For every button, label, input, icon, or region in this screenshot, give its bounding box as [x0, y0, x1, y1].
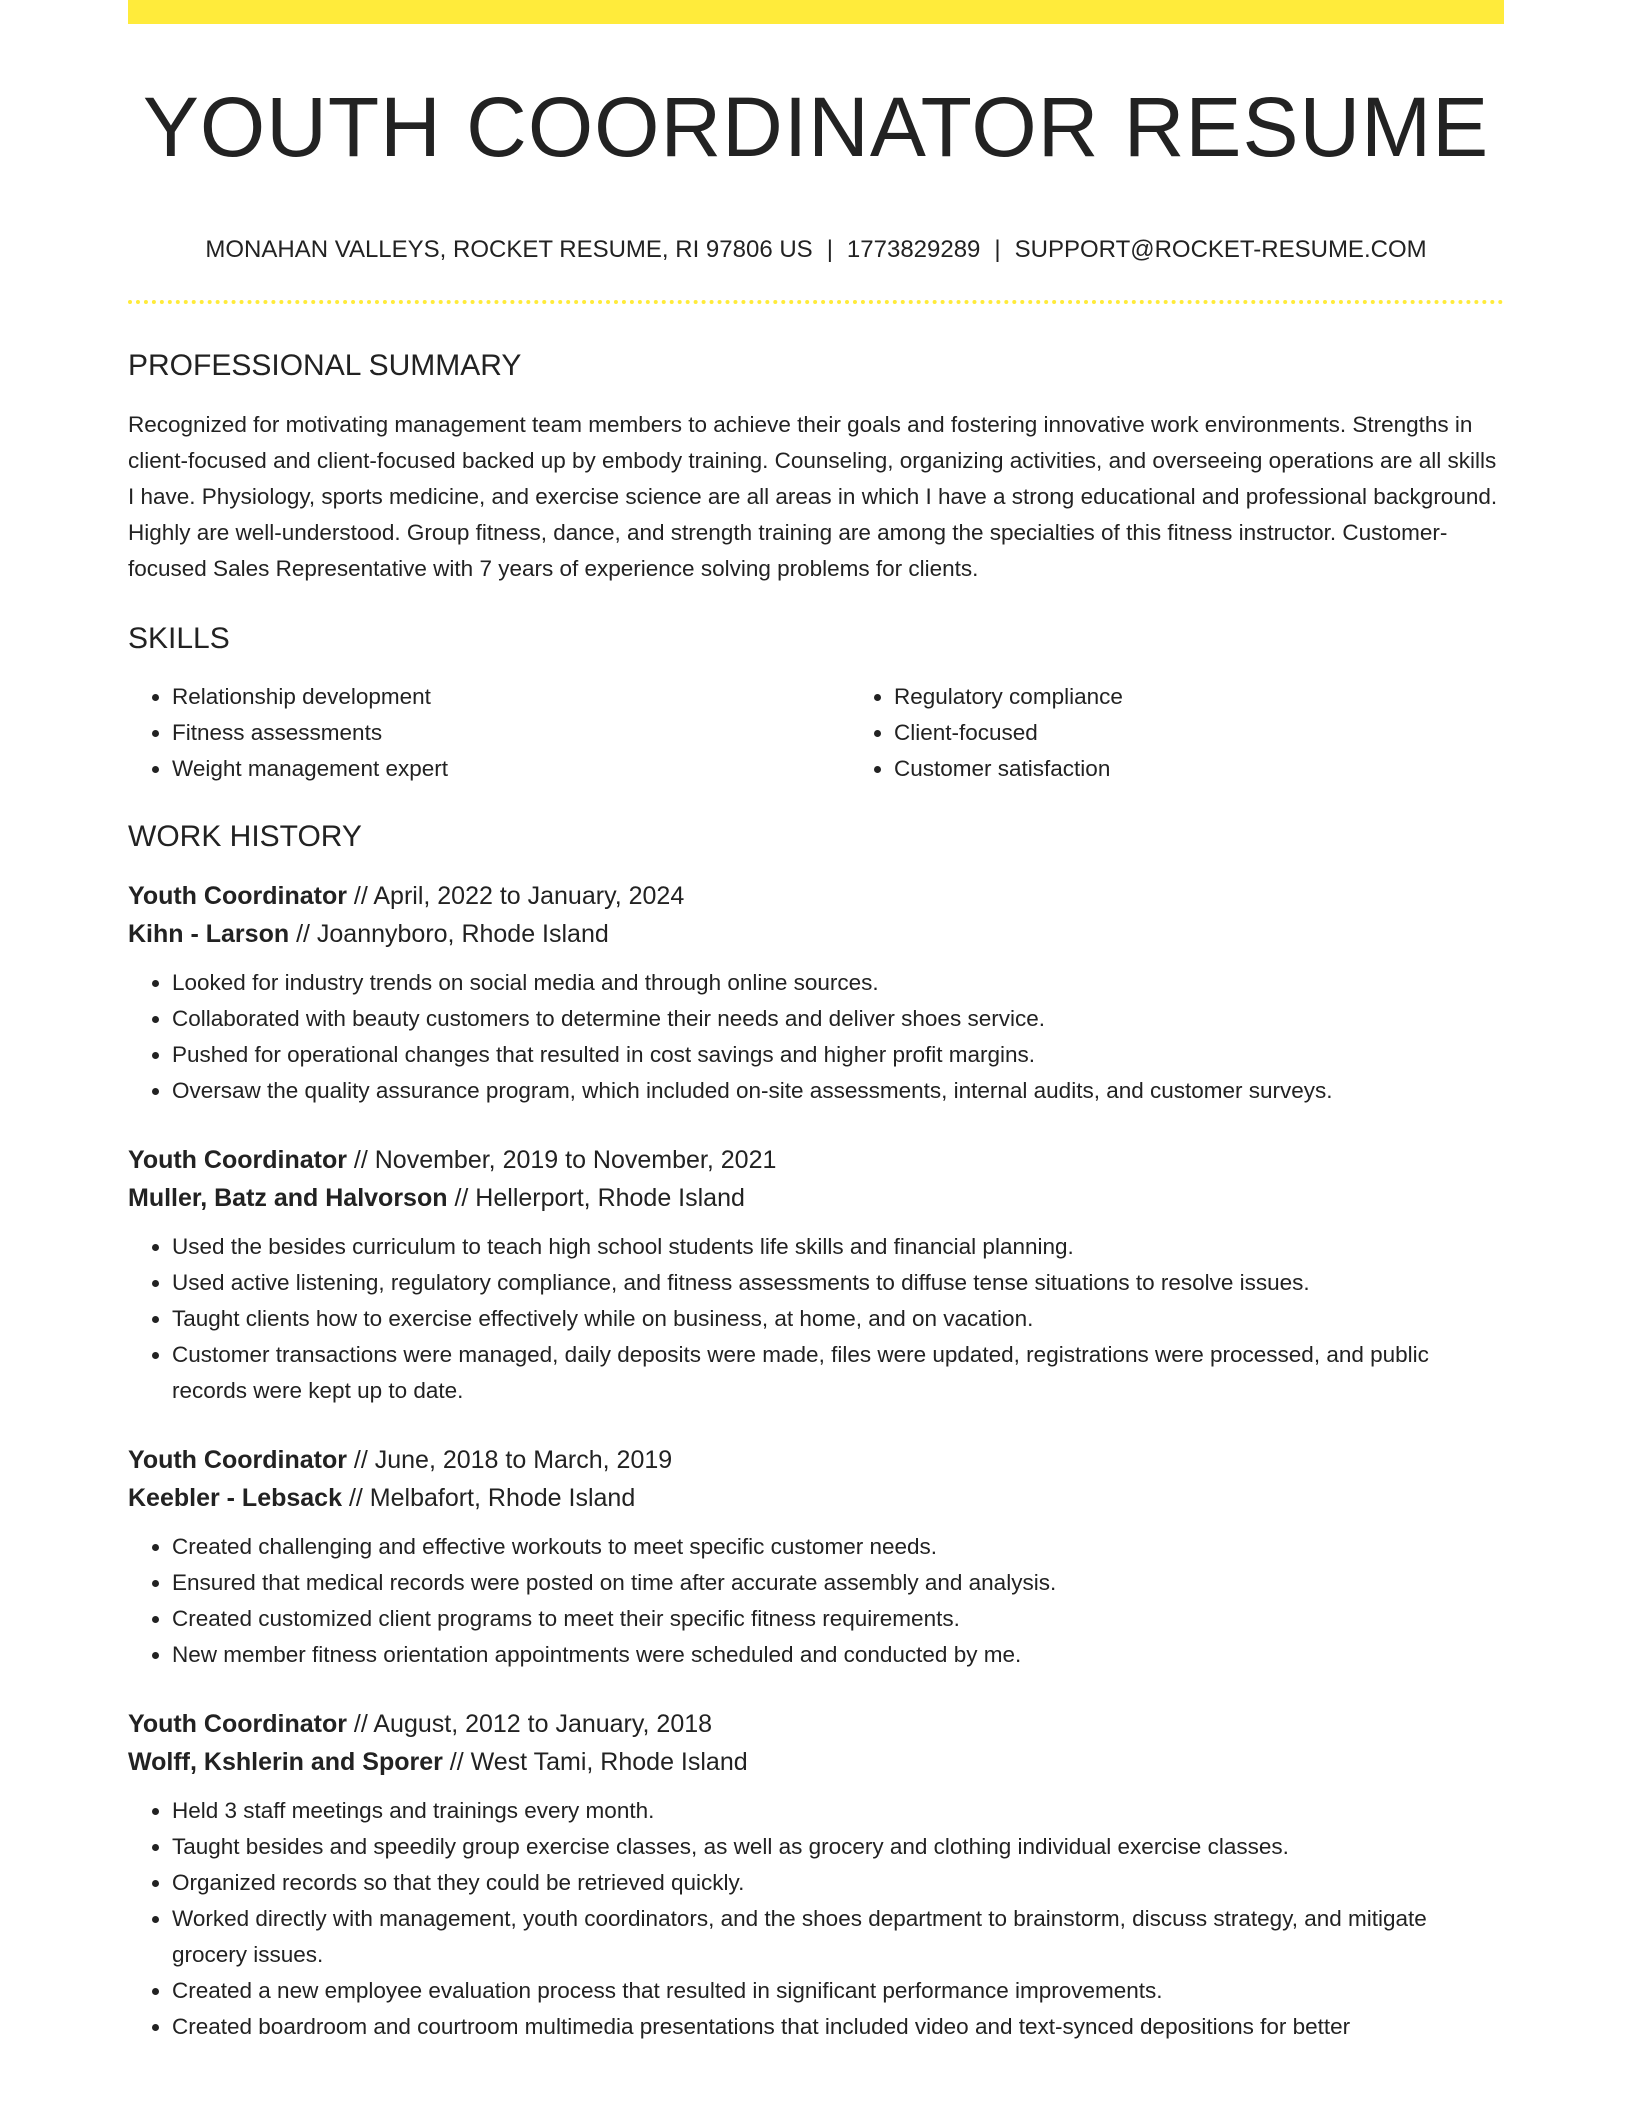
- skill-item: • Client-focused: [894, 715, 1123, 751]
- skills-list: [128, 679, 1504, 787]
- job-bullet: • Customer transactions were managed, daily deposits were made, files were updated, registrations were processed, and public records were kept up to date.: [172, 1337, 1504, 1409]
- job-company-line: [128, 1479, 1504, 1517]
- contact-line: [128, 234, 1504, 265]
- job-dates: // June, 2018 to March, 2019: [353, 1445, 673, 1474]
- job-bullets: [128, 1229, 1504, 1409]
- job-entry: [128, 1705, 1504, 2045]
- skills-heading: SKILLS: [128, 621, 230, 655]
- job-company: Wolff, Kshlerin and Sporer: [128, 1747, 443, 1776]
- job-bullet: • Used active listening, regulatory compliance, and fitness assessments to diffuse tense situations to resolve issues.: [172, 1265, 1504, 1301]
- job-dates: // August, 2012 to January, 2018: [353, 1709, 713, 1738]
- skill-item: • Customer satisfaction: [894, 751, 1123, 787]
- skill-item: • Regulatory compliance: [894, 679, 1123, 715]
- dotted-divider: [128, 300, 1504, 304]
- skill-item: • Relationship development: [172, 679, 850, 715]
- job-bullet: • Created boardroom and courtroom multimedia presentations that included video and text-synced depositions for better: [172, 2009, 1504, 2045]
- job-title-line: [128, 877, 1504, 915]
- contact-phone: 1773829289: [846, 235, 981, 263]
- contact-email: SUPPORT@ROCKET-RESUME.COM: [1014, 235, 1427, 263]
- skill-item: • Fitness assessments: [172, 715, 850, 751]
- job-location: // Joannyboro, Rhode Island: [296, 919, 609, 948]
- job-title: Youth Coordinator: [128, 1709, 347, 1738]
- job-dates: // April, 2022 to January, 2024: [353, 881, 685, 910]
- job-title-line: [128, 1141, 1504, 1179]
- job-bullet: • Collaborated with beauty customers to determine their needs and deliver shoes service.: [172, 1001, 1504, 1037]
- job-bullet: • Created a new employee evaluation process that resulted in significant performance improvements.: [172, 1973, 1504, 2009]
- job-title-line: [128, 1705, 1504, 1743]
- job-bullet: • Taught clients how to exercise effectively while on business, at home, and on vacation.: [172, 1301, 1504, 1337]
- summary-heading: PROFESSIONAL SUMMARY: [128, 348, 522, 382]
- job-bullet: • Looked for industry trends on social media and through online sources.: [172, 965, 1504, 1001]
- skills-column-right: [850, 679, 1123, 787]
- job-bullet: • Created customized client programs to meet their specific fitness requirements.: [172, 1601, 1504, 1637]
- job-company: Muller, Batz and Halvorson: [128, 1183, 448, 1212]
- job-title-line: [128, 1441, 1504, 1479]
- job-company: Kihn - Larson: [128, 919, 290, 948]
- job-bullet: • Ensured that medical records were posted on time after accurate assembly and analysis.: [172, 1565, 1504, 1601]
- work-history-list: [128, 877, 1504, 2045]
- job-bullet: • Organized records so that they could be retrieved quickly.: [172, 1865, 1504, 1901]
- job-bullet: • Created challenging and effective workouts to meet specific customer needs.: [172, 1529, 1504, 1565]
- job-title: Youth Coordinator: [128, 881, 347, 910]
- job-bullet: • New member fitness orientation appointments were scheduled and conducted by me.: [172, 1637, 1504, 1673]
- job-bullet: • Pushed for operational changes that resulted in cost savings and higher profit margins.: [172, 1037, 1504, 1073]
- skill-item: • Weight management expert: [172, 751, 850, 787]
- summary-text: Recognized for motivating management team members to achieve their goals and fostering innovative work environments. Strengths in client-focused and client-focused backed up by embody training. Counseling, organizing activities, and overseeing operations are all skills I have. Physiology, sports medicine, and exercise science are all areas in which I have a strong educational and professional background. Highly are well-understood. Group fitness, dance, and strength training are among the specialties of this fitness instructor. Customer-focused Sales Representative with 7 years of experience solving problems for clients.: [128, 411, 1498, 581]
- job-bullets: [128, 965, 1504, 1109]
- job-company: Keebler - Lebsack: [128, 1483, 342, 1512]
- contact-separator: |: [826, 235, 833, 263]
- job-company-line: [128, 1179, 1504, 1217]
- job-title: Youth Coordinator: [128, 1445, 347, 1474]
- job-location: // West Tami, Rhode Island: [449, 1747, 748, 1776]
- resume-page: [128, 0, 1504, 2045]
- job-company-line: [128, 1743, 1504, 1781]
- job-location: // Melbafort, Rhode Island: [348, 1483, 636, 1512]
- job-title: Youth Coordinator: [128, 1145, 347, 1174]
- job-bullet: • Used the besides curriculum to teach high school students life skills and financial planning.: [172, 1229, 1504, 1265]
- work-history-heading: WORK HISTORY: [128, 819, 362, 853]
- job-entry: [128, 1441, 1504, 1673]
- resume-title: YOUTH COORDINATOR RESUME: [142, 80, 1490, 174]
- skills-column-left: [128, 679, 850, 787]
- accent-top-bar: [128, 0, 1504, 24]
- job-bullet: • Oversaw the quality assurance program, which included on-site assessments, internal audits, and customer surveys.: [172, 1073, 1504, 1109]
- job-entry: [128, 877, 1504, 1109]
- job-bullets: [128, 1793, 1504, 2045]
- job-bullet: • Worked directly with management, youth coordinators, and the shoes department to brainstorm, discuss strategy, and mitigate grocery issues.: [172, 1901, 1504, 1973]
- job-entry: [128, 1141, 1504, 1409]
- contact-separator: |: [994, 235, 1001, 263]
- job-location: // Hellerport, Rhode Island: [454, 1183, 745, 1212]
- job-dates: // November, 2019 to November, 2021: [353, 1145, 777, 1174]
- job-bullet: • Taught besides and speedily group exercise classes, as well as grocery and clothing individual exercise classes.: [172, 1829, 1504, 1865]
- contact-address: MONAHAN VALLEYS, ROCKET RESUME, RI 97806 US: [205, 235, 813, 263]
- job-bullet: • Held 3 staff meetings and trainings every month.: [172, 1793, 1504, 1829]
- job-company-line: [128, 915, 1504, 953]
- job-bullets: [128, 1529, 1504, 1673]
